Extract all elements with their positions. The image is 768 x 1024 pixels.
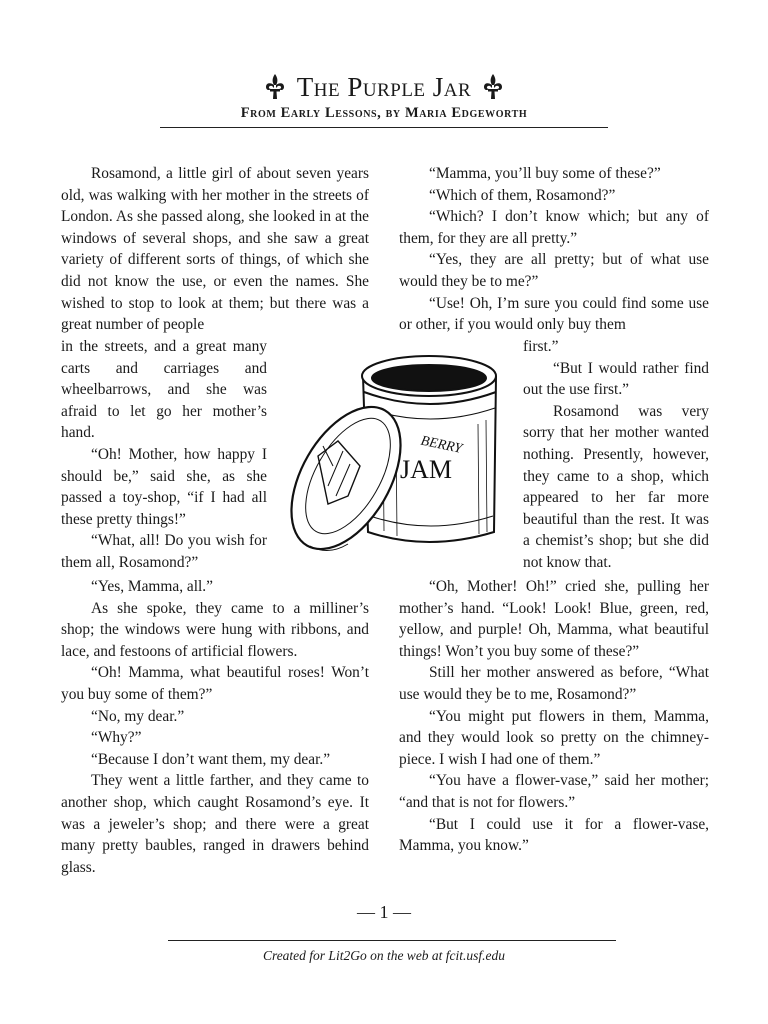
page-title: The Purple Jar (296, 71, 472, 102)
paragraph: “Oh! Mother, how happy I should be,” said she, as she passed a toy-shop, “if I had all these pretty things!” (61, 445, 267, 528)
paragraph: “Why?” (91, 729, 142, 747)
paragraph: “No, my dear.” (91, 707, 185, 725)
left-column-bottom (61, 576, 369, 878)
fleur-de-lis-icon (481, 73, 505, 101)
paragraph: They went a little farther, and they came to another shop, which caught Rosamond’s eye. It was a jeweler’s shop; and there were a great many pretty baubles, ranged in drawers behind glass. (61, 772, 369, 876)
page-header (0, 70, 768, 122)
left-column-wrap (61, 336, 267, 574)
paragraph: “Yes, they are all pretty; but of what use would they be to me?” (399, 251, 709, 290)
paragraph: “What, all! Do you wish for them all, Rosamond?” (61, 532, 267, 571)
paragraph: “Because I don’t want them, my dear.” (91, 750, 331, 768)
paragraph: first.” (523, 338, 559, 355)
right-column-top (399, 163, 709, 336)
paragraph: in the streets, and a great many carts and carriages and wheelbarrows, and she was afraid to let go her mother’s hand. (61, 338, 267, 442)
right-column-wrap (523, 336, 709, 574)
jam-jar-illustration (288, 346, 510, 560)
paragraph: “But I could use it for a flower-vase, Mamma, you know.” (399, 815, 709, 855)
footer-credit: Created for Lit2Go on the web at fcit.usf.edu (262, 948, 506, 963)
paragraph: “You might put flowers in them, Mamma, and they would look so pretty on the chimney-piece. I wish I had one of them.” (399, 707, 709, 768)
right-column-bottom (399, 576, 709, 857)
page-subtitle: From Early Lessons, by Maria Edgeworth (240, 105, 528, 121)
paragraph: “Which? I don’t know which; but any of them, for they are all pretty.” (399, 208, 709, 247)
paragraph: Rosamond was very sorry that her mother wanted nothing. Presently, however, they came to a shop, which appeared to her far more beautiful than the rest. It was a chemist’s shop; but she did not know that. (523, 402, 709, 571)
fleur-de-lis-icon (263, 73, 287, 101)
header-divider (160, 127, 608, 128)
paragraph: “Use! Oh, I’m sure you could find some use or other, if you would only buy them (399, 294, 709, 334)
title-row (0, 70, 768, 104)
page-number: — 1 — (357, 902, 411, 922)
paragraph: Rosamond, a little girl of about seven years old, was walking with her mother in the streets of London. As she passed along, she looked in at the windows of several shops, and she saw a great variety of different sorts of things, of which she did not know the use, or even the names. She wished to stop to look at them; but there was a great number of people (61, 165, 369, 334)
jar-label-main: JAM (400, 455, 453, 484)
left-column-top (61, 163, 369, 336)
paragraph: “Oh, Mother! Oh!” cried she, pulling her mother’s hand. “Look! Look! Blue, green, red, yellow, and purple! Oh, Mamma, what beautiful things! Won’t you buy some of these?” (399, 578, 709, 660)
paragraph: “You have a flower-vase,” said her mother; “and that is not for flowers.” (399, 772, 709, 811)
footer-divider (168, 940, 616, 941)
paragraph: “Which of them, Rosamond?” (429, 186, 616, 204)
paragraph: Still her mother answered as before, “What use would they be to me, Rosamond?” (399, 664, 709, 703)
paragraph: As she spoke, they came to a milliner’s shop; the windows were hung with ribbons, and lace, and festoons of artificial flowers. (61, 599, 369, 660)
paragraph: “Oh! Mamma, what beautiful roses! Won’t you buy some of them?” (61, 664, 369, 703)
paragraph: “But I would rather find out the use first.” (523, 359, 709, 399)
paragraph: “Yes, Mamma, all.” (91, 578, 213, 595)
paragraph: “Mamma, you’ll buy some of these?” (429, 165, 661, 182)
jar-label-top: BERRY (419, 433, 464, 457)
